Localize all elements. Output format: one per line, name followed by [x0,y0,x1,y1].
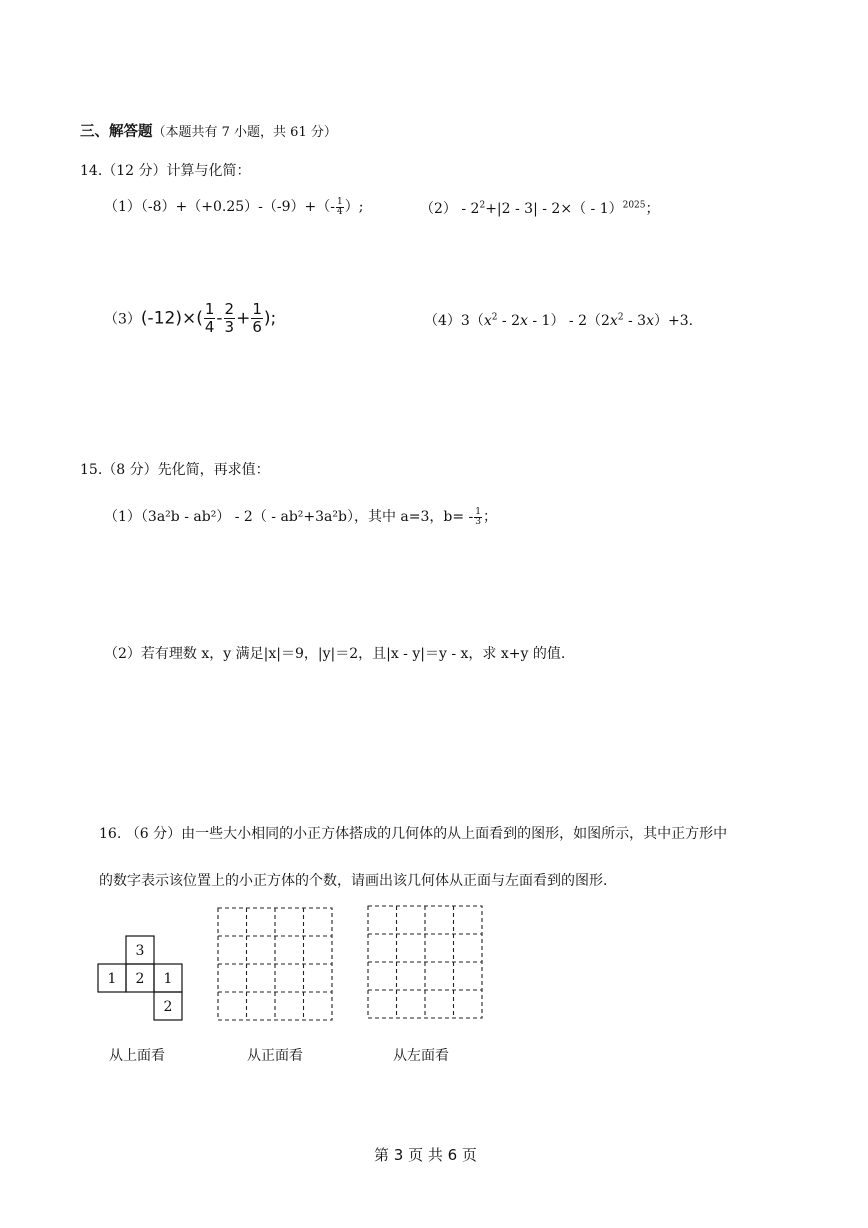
q16-line-1: 16. （6 分）由一些大小相同的小正方体搭成的几何体的从上面看到的图形，如图所示，其中正方形中 [99,826,728,842]
q14-part4-text-a: （4）3（ [424,313,484,329]
q14-part4 [424,310,693,330]
q14-part4-text-d: - 3 [623,313,647,329]
var-x: x [646,313,654,329]
q15-part1-end: ； [483,509,497,525]
section-heading [80,120,337,141]
top-view-number: 2 [163,999,173,1015]
caption-front-view: 从正面看 [247,1048,303,1064]
q14-part4-end: ）+3. [654,313,694,329]
q15-part1-fraction [474,508,482,527]
q14-part2 [420,198,660,218]
exponent: 2 [491,312,498,323]
caption-top-view: 从上面看 [109,1048,165,1064]
operator-plus: + [236,308,251,329]
top-view-number: 1 [107,971,117,987]
exponent: 2 [617,312,624,323]
fraction-denominator: 4 [204,318,215,336]
fraction-denominator: 3 [224,318,235,336]
q14-part3-end: ); [263,308,277,329]
front-view-grid[interactable] [216,906,336,1024]
fraction-numerator: 1 [475,506,481,517]
q14-part1-fraction [336,198,344,217]
page-footer: 第 3 页 共 6 页 [374,1146,477,1164]
section-title: 三、解答题 [80,123,153,140]
fraction-numerator: 1 [252,300,262,318]
q14-part4-text-c: - 1） - 2（2 [527,313,610,329]
fraction-numerator: 2 [224,300,235,318]
q14-part3-fraction-1 [204,301,216,336]
q14-part1 [104,196,363,217]
q14-part3-fraction-2 [224,301,236,336]
top-view-number: 1 [163,971,173,987]
q14-heading: 14.（12 分）计算与化简： [80,163,251,179]
q14-part2-exponent: 2 [479,200,486,211]
operator-minus: - [216,308,223,329]
q15-heading: 15.（8 分）先化简，再求值： [80,462,270,478]
q14-part1-text: （1）（-8）+（+0.25）-（-9）+（- [104,199,336,215]
fraction-denominator: 3 [475,516,481,527]
var-x: x [609,313,618,329]
q14-part3-label: （3） [104,311,141,328]
top-view-figure [96,932,196,1032]
q14-part3 [104,301,276,336]
fraction-numerator: 1 [204,300,215,318]
caption-left-view: 从左面看 [393,1048,449,1064]
q15-part1 [104,506,497,527]
fraction-numerator: 1 [337,196,343,207]
var-x: x [520,313,528,329]
q14-part2-text-b: +|2 - 3| - 2×（ - 1） [485,201,623,217]
q14-part4-text-b: - 2 [497,313,521,329]
q15-part2: （2）若有理数 x，y 满足|x|＝9，|y|＝2，且|x - y|＝y - x，求 x+y 的值. [104,646,566,662]
top-view-number: 2 [135,971,145,987]
section-note: （本题共有 7 小题，共 61 分） [152,125,337,140]
q14-part2-end: ； [645,201,660,217]
q14-part2-exponent-2025: 2025 [622,200,646,211]
q14-part3-fraction-3 [251,301,263,336]
var-x: x [483,313,492,329]
q15-part1-text-a: （1）（3 [104,509,157,525]
q15-part1-text-b: a²b - ab²） - 2（ - ab²+3a²b），其中 a=3，b= - [156,509,474,525]
q14-part1-end: ）; [344,199,364,215]
top-view-number: 3 [135,943,145,959]
q14-part2-text-a: （2） - 2 [420,201,480,217]
fraction-denominator: 4 [337,206,343,217]
q14-part3-expr: (-12)×( [140,308,203,329]
left-view-grid[interactable] [366,904,486,1022]
fraction-denominator: 6 [252,318,262,336]
q16-line-2: 的数字表示该位置上的小正方体的个数，请画出该几何体从正面与左面看到的图形. [99,873,608,889]
